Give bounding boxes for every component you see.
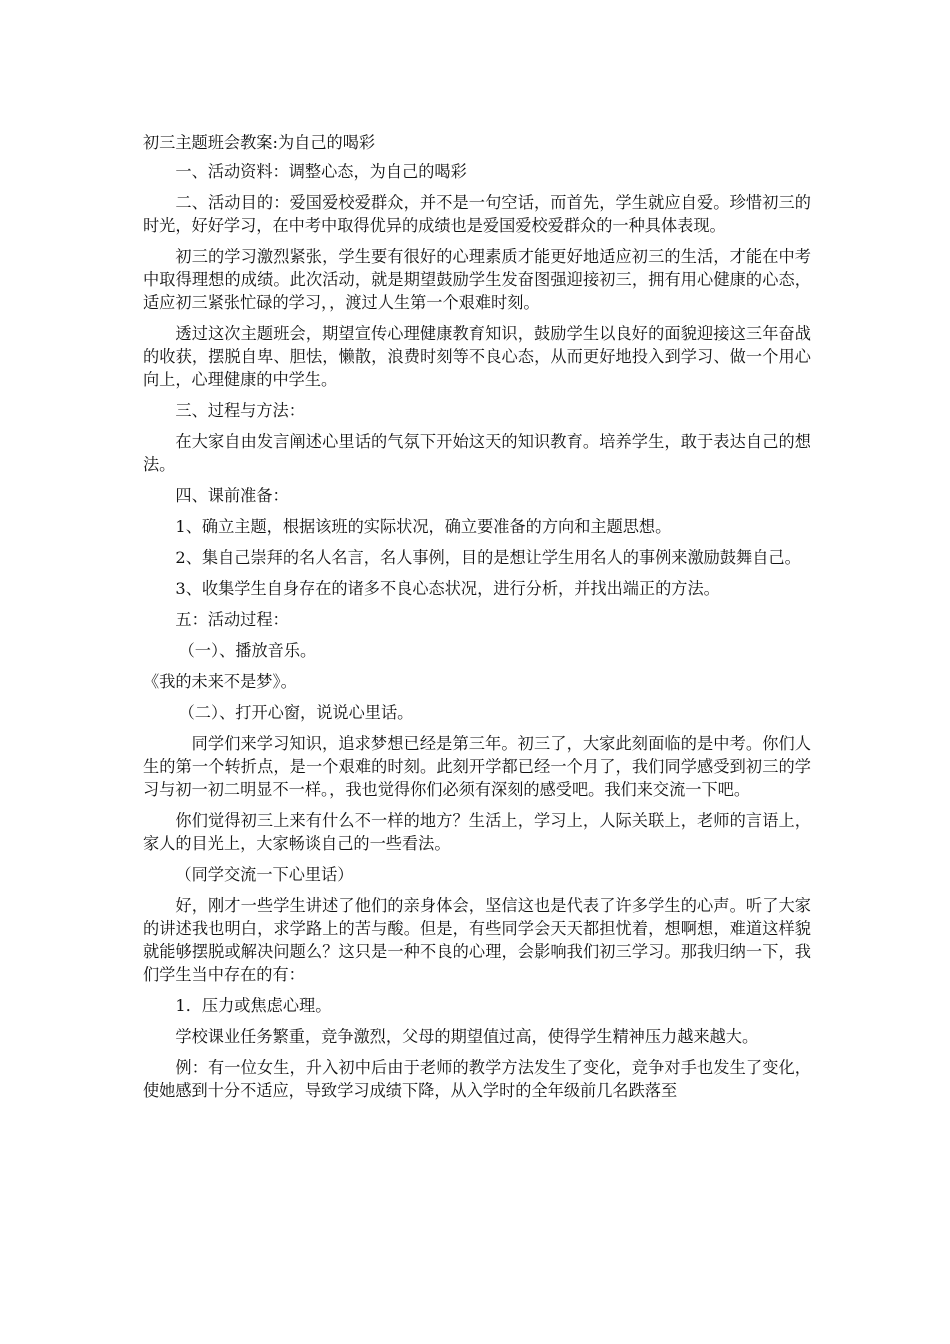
heading-preparation: 四、课前准备： — [175, 486, 289, 505]
document-title: 初三主题班会教案:为自己的喝彩 — [143, 133, 376, 152]
paragraph-students-third-year: 同学们来学习知识，追求梦想已经是第三年。初三了，大家此刻面临的是中考。你们人生的第一个转折点，是一个艰难的时刻。此刻开学都已经一个月了，我们同学感受到初三的学习与初一初二明显不一样。，我也觉得你们必须有深刻的感受吧。我们来交流一下吧。 — [143, 734, 811, 799]
heading-process-method: 三、过程与方法： — [175, 401, 305, 420]
paragraph-student-exchange: （同学交流一下心里话） — [175, 865, 354, 884]
paragraph-pressure-causes: 学校课业任务繁重，竞争激烈，父母的期望值过高，使得学生精神压力越来越大。 — [175, 1027, 759, 1046]
list-item-preparation-2: 2、集自己崇拜的名人名言，名人事例，目的是想让学生用名人的事例来激励鼓舞自己。 — [175, 548, 801, 567]
list-item-pressure-anxiety: 1．压力或焦虑心理。 — [175, 996, 332, 1015]
song-title: 《我的未来不是梦》。 — [143, 672, 297, 691]
paragraph-class-meeting-goal: 透过这次主题班会，期望宣传心理健康教育知识，鼓励学生以良好的面貌迎接这三年奋战的收获，摆脱自卑、胆怯，懒散，浪费时刻等不良心态，从而更好地投入到学习、做一个用心向上，心理健康的中学生。 — [143, 324, 811, 389]
paragraph-process-method: 在大家自由发言阐述心里话的气氛下开始这天的知识教育。培养学生，敢于表达自己的想法。 — [143, 432, 811, 474]
list-item-preparation-1: 1、确立主题，根据该班的实际状况，确立要准备的方向和主题思想。 — [175, 517, 672, 536]
step-open-heart: （二）、打开心窗，说说心里话。 — [178, 703, 414, 722]
paragraph-activity-purpose: 二、活动目的：爱国爱校爱群众，并不是一句空话，而首先，学生就应自爱。珍惜初三的时光，好好学习，在中考中取得优异的成绩也是爱国爱校爱群众的一种具体表现。 — [143, 193, 811, 235]
paragraph-grade-three-study: 初三的学习激烈紧张，学生要有很好的心理素质才能更好地适应初三的生活，才能在中考中取得理想的成绩。此次活动，就是期望鼓励学生发奋图强迎接初三，拥有用心健康的心态，适应初三紧张忙碌的学习，，渡过人生第一个艰难时刻。 — [143, 247, 811, 312]
paragraph-discussion-prompt: 你们觉得初三上来有什么不一样的地方？生活上，学习上，人际关联上，老师的言语上，家人的目光上，大家畅谈自己的一些看法。 — [143, 811, 811, 853]
list-item-preparation-3: 3、收集学生自身存在的诸多不良心态状况，进行分析，并找出端正的方法。 — [175, 579, 720, 598]
document-body — [143, 131, 811, 1110]
step-play-music: （一）、播放音乐。 — [178, 641, 317, 660]
paragraph-example: 例：有一位女生，升入初中后由于老师的教学方法发生了变化，竞争对手也发生了变化，使她感到十分不适应，导致学习成绩下降，从入学时的全年级前几名跌落至 — [143, 1058, 811, 1100]
heading-activity-process: 五：活动过程： — [175, 610, 289, 629]
paragraph-activity-material: 一、活动资料：调整心态，为自己的喝彩 — [175, 162, 467, 181]
paragraph-summary: 好，刚才一些学生讲述了他们的亲身体会，坚信这也是代表了许多学生的心声。听了大家的讲述我也明白，求学路上的苦与酸。但是，有些同学会天天都担忧着，想啊想，难道这样貌就能够摆脱或解决问题么？这只是一种不良的心理，会影响我们初三学习。那我归纳一下，我们学生当中存在的有： — [143, 896, 811, 984]
